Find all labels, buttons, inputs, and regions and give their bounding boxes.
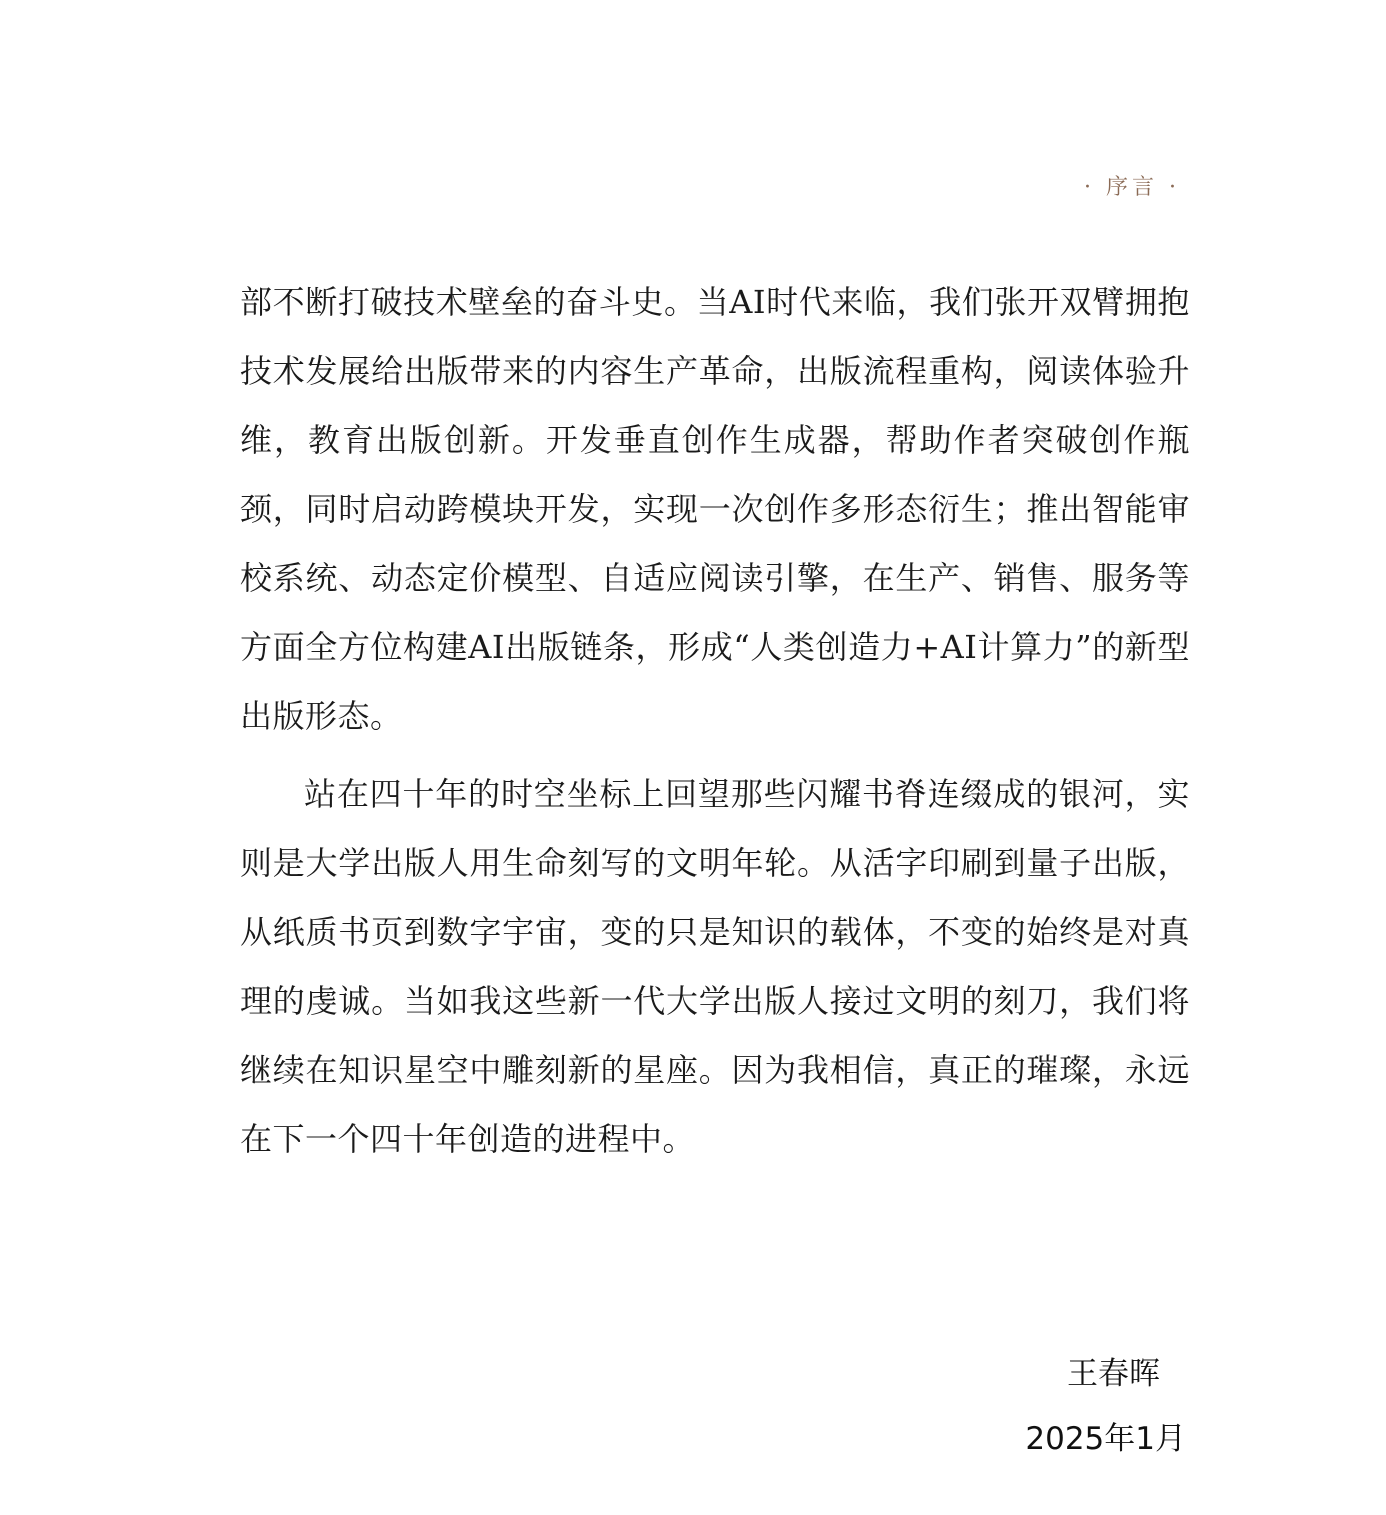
paragraph-continued: 部不断打破技术壁垒的奋斗史。当AI时代来临，我们张开双臂拥抱技术发展给出版带来的内容生产革命，出版流程重构，阅读体验升维，教育出版创新。开发垂直创作生成器，帮助作者突破创作瓶颈，同时启动跨模块开发，实现一次创作多形态衍生；推出智能审校系统、动态定价模型、自适应阅读引擎，在生产、销售、服务等方面全方位构建AI出版链条，形成“人类创造力+AI计算力”的新型出版形态。 [240,283,1190,735]
paragraph-closing: 站在四十年的时空坐标上回望那些闪耀书脊连缀成的银河，实则是大学出版人用生命刻写的文明年轮。从活字印刷到量子出版，从纸质书页到数字宇宙，变的只是知识的载体，不变的始终是对真理的虔诚。当如我这些新一代大学出版人接过文明的刻刀，我们将继续在知识星空中雕刻新的星座。因为我相信，真正的璀璨，永远在下一个四十年创造的进程中。 [240,775,1190,1158]
author-signature: 王春晖 [1067,1356,1160,1392]
signature-date: 2025年1月 [1025,1421,1186,1457]
preface-body [240,268,1190,1174]
section-header-mark: · 序言 · [1084,175,1180,200]
